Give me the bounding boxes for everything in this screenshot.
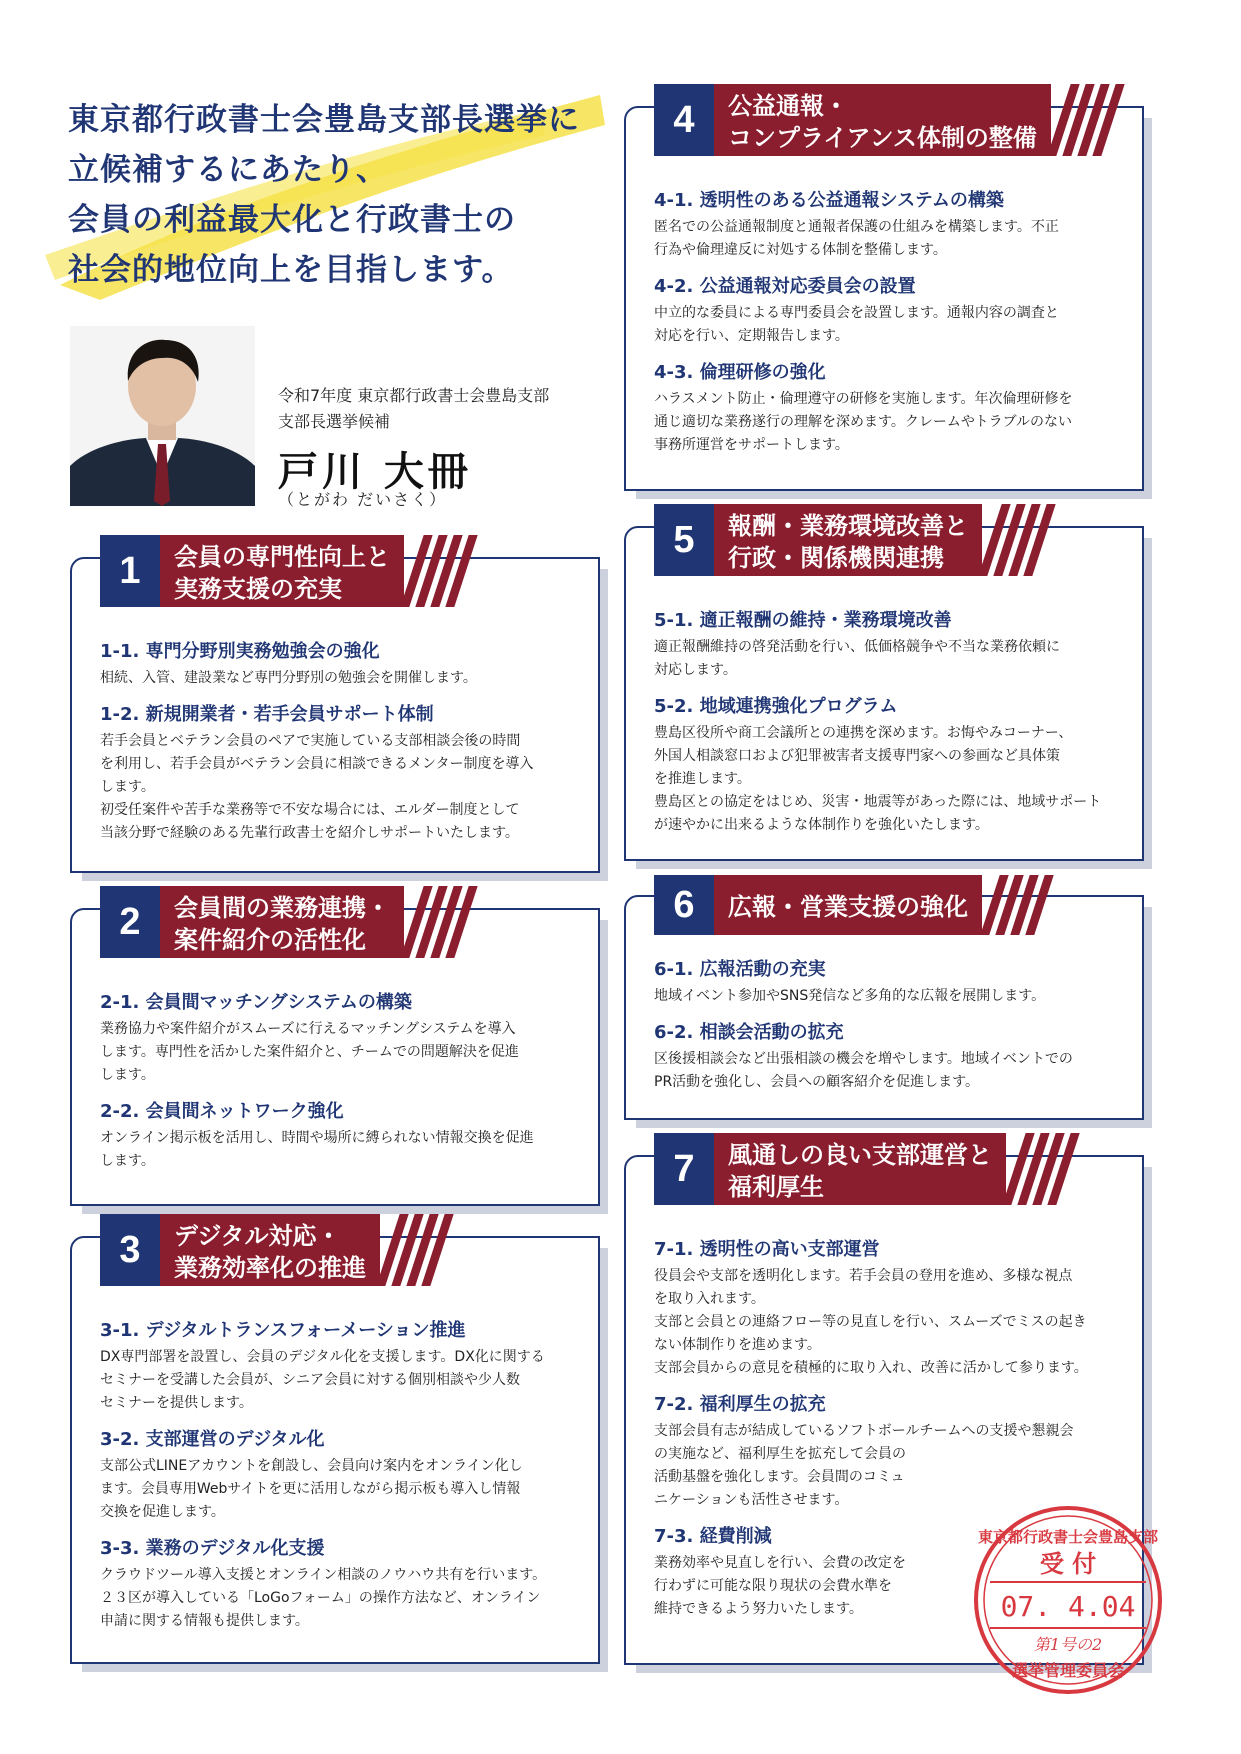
item-body-line: 支部会員からの意見を積極的に取り入れ、改善に活かして参ります。 bbox=[654, 1360, 1088, 1376]
item-body-line: します。 bbox=[100, 1153, 155, 1169]
item-body-line: 維持できるよう努力いたします。 bbox=[654, 1601, 863, 1617]
item-title: 2-1. 会員間マッチングシステムの構築 bbox=[100, 992, 412, 1013]
item-body-line: 支部と会員との連絡フロー等の見直しを行い、スムーズでミスの起き bbox=[654, 1314, 1087, 1330]
item-body-line: を取り入れます。 bbox=[654, 1291, 765, 1307]
item-body-line: 若手会員とベテラン会員のペアで実施している支部相談会後の時間 bbox=[100, 733, 521, 749]
item-body-line: セミナーを受講した会員が、シニア会員に対する個別相談や少人数 bbox=[100, 1372, 520, 1388]
candidate-name: 戸川 大冊 bbox=[278, 449, 472, 495]
section-number: 6 bbox=[654, 875, 714, 935]
section-title-line: 会員間の業務連携・ bbox=[174, 894, 390, 922]
section-4 bbox=[624, 92, 1144, 491]
section-number: 1 bbox=[100, 535, 160, 607]
section-title-line: 会員の専門性向上と bbox=[174, 543, 390, 571]
section-title-line: 公益通報・ bbox=[728, 92, 848, 120]
item-title: 6-1. 広報活動の充実 bbox=[654, 959, 826, 980]
headline-line: 会員の利益最大化と行政書士の bbox=[68, 202, 516, 238]
item-title: 7-3. 経費削減 bbox=[654, 1526, 772, 1547]
section-header bbox=[100, 535, 466, 607]
stripe-decoration bbox=[406, 886, 466, 958]
item-title: 1-2. 新規開業者・若手会員サポート体制 bbox=[100, 704, 434, 725]
section-title bbox=[714, 1133, 1006, 1205]
candidate-role-line: 令和7年度 東京都行政書士会豊島支部 bbox=[278, 386, 550, 405]
item-body-line: 支部公式LINEアカウントを創設し、会員向け案内をオンライン化し bbox=[100, 1458, 523, 1474]
item-body bbox=[654, 636, 1122, 682]
item-body-line: 適正報酬維持の啓発活動を行い、低価格競争や不当な業務依頼に bbox=[654, 639, 1060, 655]
item-title: 2-2. 会員間ネットワーク強化 bbox=[100, 1101, 344, 1122]
item-body-line: を推進します。 bbox=[654, 771, 751, 787]
item-body-line: セミナーを提供します。 bbox=[100, 1395, 253, 1411]
section-title bbox=[160, 1214, 380, 1286]
section-title bbox=[714, 84, 1051, 156]
item-body-line: オンライン掲示板を活用し、時間や場所に縛られない情報交換を促進 bbox=[100, 1130, 534, 1146]
item-body bbox=[100, 1455, 578, 1524]
candidate-name-reading: （とがわ だいさく） bbox=[278, 490, 448, 509]
item-title: 7-1. 透明性の高い支部運営 bbox=[654, 1239, 880, 1260]
stamp-date: 07. 4.04 bbox=[1000, 1590, 1136, 1623]
section-title-line: 福利厚生 bbox=[728, 1173, 824, 1201]
stripe-decoration bbox=[406, 535, 466, 607]
item-body-line: ない体制作りを進めます。 bbox=[654, 1337, 821, 1353]
headline-line: 社会的地位向上を目指します。 bbox=[68, 252, 514, 288]
section-header bbox=[654, 1133, 1068, 1205]
item-body-line: ハラスメント防止・倫理遵守の研修を実施します。年次倫理研修を bbox=[654, 391, 1073, 407]
item-title: 4-3. 倫理研修の強化 bbox=[654, 362, 826, 383]
item-body-line: 対応を行い、定期報告します。 bbox=[654, 328, 849, 344]
item-title: 4-1. 透明性のある公益通報システムの構築 bbox=[654, 190, 1004, 211]
item-body-line: 豊島区との協定をはじめ、災害・地震等があった際には、地域サポート bbox=[654, 794, 1102, 810]
item-title: 3-1. デジタルトランスフォーメーション推進 bbox=[100, 1320, 466, 1341]
item-body bbox=[100, 1018, 578, 1087]
section-title-line: 風通しの良い支部運営と bbox=[728, 1141, 992, 1169]
section-number: 4 bbox=[654, 84, 714, 156]
section-number: 2 bbox=[100, 886, 160, 958]
item-body-line: 事務所運営をサポートします。 bbox=[654, 437, 849, 453]
section-title-line: 実務支援の充実 bbox=[174, 575, 342, 603]
item-body-line: 活動基盤を強化します。会員間のコミュ bbox=[654, 1469, 905, 1485]
item-body-line: 外国人相談窓口および犯罪被害者支援専門家への参画など具体策 bbox=[654, 748, 1060, 764]
item-body bbox=[654, 216, 1122, 262]
receipt-stamp bbox=[968, 1500, 1168, 1700]
item-body bbox=[654, 722, 1122, 837]
item-body bbox=[654, 388, 1122, 457]
item-body bbox=[654, 985, 1122, 1008]
section-title bbox=[160, 535, 404, 607]
section-number: 7 bbox=[654, 1133, 714, 1205]
section-header bbox=[654, 84, 1113, 156]
item-body-line: を利用し、若手会員がベテラン会員に相談できるメンター制度を導入 bbox=[100, 756, 534, 772]
headline bbox=[68, 95, 628, 295]
section-title-line: 業務効率化の推進 bbox=[174, 1254, 366, 1282]
item-body-line: 匿名での公益通報制度と通報者保護の仕組みを構築します。不正 bbox=[654, 219, 1059, 235]
stamp-number: 第1号の2 bbox=[1033, 1635, 1103, 1654]
item-body bbox=[100, 1564, 578, 1633]
item-body-line: 交換を促進します。 bbox=[100, 1504, 225, 1520]
item-body bbox=[654, 302, 1122, 348]
item-title: 1-1. 専門分野別実務勉強会の強化 bbox=[100, 641, 380, 662]
stamp-org: 東京都行政書士会豊島支部 bbox=[977, 1528, 1159, 1546]
headline-line: 東京都行政書士会豊島支部長選挙に bbox=[68, 102, 580, 138]
item-title: 5-1. 適正報酬の維持・業務環境改善 bbox=[654, 610, 952, 631]
section-1 bbox=[70, 543, 600, 873]
item-body-line: 相続、入管、建設業など専門分野別の勉強会を開催します。 bbox=[100, 670, 477, 686]
item-body-line: が速やかに出来るような体制作りを強化いたします。 bbox=[654, 817, 989, 833]
item-body bbox=[654, 1420, 1122, 1512]
item-body-line: 通じ適切な業務遂行の理解を深めます。クレームやトラブルのない bbox=[654, 414, 1073, 430]
item-body-line: ニケーションも活性させます。 bbox=[654, 1492, 849, 1508]
stamp-committee: 選挙管理委員会 bbox=[1011, 1661, 1125, 1680]
section-header bbox=[654, 875, 1044, 935]
section-title bbox=[160, 886, 404, 958]
item-title: 6-2. 相談会活動の拡充 bbox=[654, 1022, 844, 1043]
item-title: 4-2. 公益通報対応委員会の設置 bbox=[654, 276, 916, 297]
stripe-decoration bbox=[1008, 1133, 1068, 1205]
item-title: 3-2. 支部運営のデジタル化 bbox=[100, 1429, 325, 1450]
item-body-line: します。専門性を活かした案件紹介と、チームでの問題解決を促進 bbox=[100, 1044, 519, 1060]
item-body-line: 当該分野で経験のある先輩行政書士を紹介しサポートいたします。 bbox=[100, 825, 519, 841]
item-body-line: DX専門部署を設置し、会員のデジタル化を支援します。DX化に関する bbox=[100, 1349, 545, 1365]
item-body-line: 対応します。 bbox=[654, 662, 737, 678]
item-body-line: ２３区が導入している「LoGoフォーム」の操作方法など、オンライン bbox=[100, 1590, 541, 1606]
section-6 bbox=[624, 883, 1144, 1120]
item-body-line: します。 bbox=[100, 779, 155, 795]
section-title bbox=[714, 504, 982, 576]
section-title-line: 案件紹介の活性化 bbox=[174, 926, 366, 954]
item-body-line: します。 bbox=[100, 1067, 155, 1083]
item-body-line: 地域イベント参加やSNS発信など多角的な広報を展開します。 bbox=[654, 988, 1046, 1004]
item-body-line: 区後援相談会など出張相談の機会を増やします。地域イベントでの bbox=[654, 1051, 1073, 1067]
item-body-line: 行為や倫理違反に対処する体制を整備します。 bbox=[654, 242, 947, 258]
section-number: 5 bbox=[654, 504, 714, 576]
section-2 bbox=[70, 894, 600, 1206]
item-title: 7-2. 福利厚生の拡充 bbox=[654, 1394, 826, 1415]
stripe-decoration bbox=[984, 504, 1044, 576]
item-body-line: 支部会員有志が結成しているソフトボールチームへの支援や懇親会 bbox=[654, 1423, 1074, 1439]
item-body bbox=[654, 1265, 1122, 1380]
item-body bbox=[100, 1346, 578, 1415]
section-title bbox=[714, 875, 982, 935]
candidate-role bbox=[278, 383, 549, 435]
stripe-decoration bbox=[984, 875, 1044, 935]
section-title-line: 広報・営業支援の強化 bbox=[728, 893, 968, 921]
item-body-line: 中立的な委員による専門委員会を設置します。通報内容の調査と bbox=[654, 305, 1059, 321]
item-body bbox=[654, 1048, 1122, 1094]
item-body-line: の実施など、福利厚生を拡充して会員の bbox=[654, 1446, 906, 1462]
item-title: 3-3. 業務のデジタル化支援 bbox=[100, 1538, 325, 1559]
section-3 bbox=[70, 1222, 600, 1664]
section-title-line: コンプライアンス体制の整備 bbox=[728, 124, 1037, 152]
section-header bbox=[654, 504, 1044, 576]
item-body bbox=[100, 667, 578, 690]
section-title-line: 報酬・業務環境改善と bbox=[728, 512, 968, 540]
item-body-line: 豊島区役所や商工会議所との連携を深めます。お悔やみコーナー、 bbox=[654, 725, 1073, 741]
section-title-line: 行政・関係機関連携 bbox=[728, 544, 944, 572]
stamp-label: 受 付 bbox=[1039, 1550, 1097, 1578]
item-body bbox=[100, 1127, 578, 1173]
section-5 bbox=[624, 512, 1144, 861]
section-number: 3 bbox=[100, 1214, 160, 1286]
item-body-line: 行わずに可能な限り現状の会費水準を bbox=[654, 1578, 892, 1594]
item-body bbox=[100, 730, 578, 845]
item-body-line: 申請に関する情報も提供します。 bbox=[100, 1613, 309, 1629]
candidate-role-line: 支部長選挙候補 bbox=[278, 412, 391, 431]
item-body-line: クラウドツール導入支援とオンライン相談のノウハウ共有を行います。 bbox=[100, 1567, 547, 1583]
headline-line: 立候補するにあたり、 bbox=[68, 152, 388, 188]
section-header bbox=[100, 1214, 442, 1286]
stripe-decoration bbox=[1053, 84, 1113, 156]
item-body-line: PR活動を強化し、会員への顧客紹介を促進します。 bbox=[654, 1074, 980, 1090]
item-body-line: 役員会や支部を透明化します。若手会員の登用を進め、多様な視点 bbox=[654, 1268, 1073, 1284]
item-body-line: 業務効率や見直しを行い、会費の改定を bbox=[654, 1555, 906, 1571]
section-title-line: デジタル対応・ bbox=[174, 1222, 341, 1250]
item-body-line: 業務協力や案件紹介がスムーズに行えるマッチングシステムを導入 bbox=[100, 1021, 516, 1037]
section-header bbox=[100, 886, 466, 958]
item-title: 5-2. 地域連携強化プログラム bbox=[654, 696, 898, 717]
candidate-photo bbox=[70, 326, 255, 506]
item-body-line: 初受任案件や苦手な業務等で不安な場合には、エルダー制度として bbox=[100, 802, 520, 818]
item-body-line: ます。会員専用Webサイトを更に活用しながら掲示板も導入し情報 bbox=[100, 1481, 521, 1497]
stripe-decoration bbox=[382, 1214, 442, 1286]
